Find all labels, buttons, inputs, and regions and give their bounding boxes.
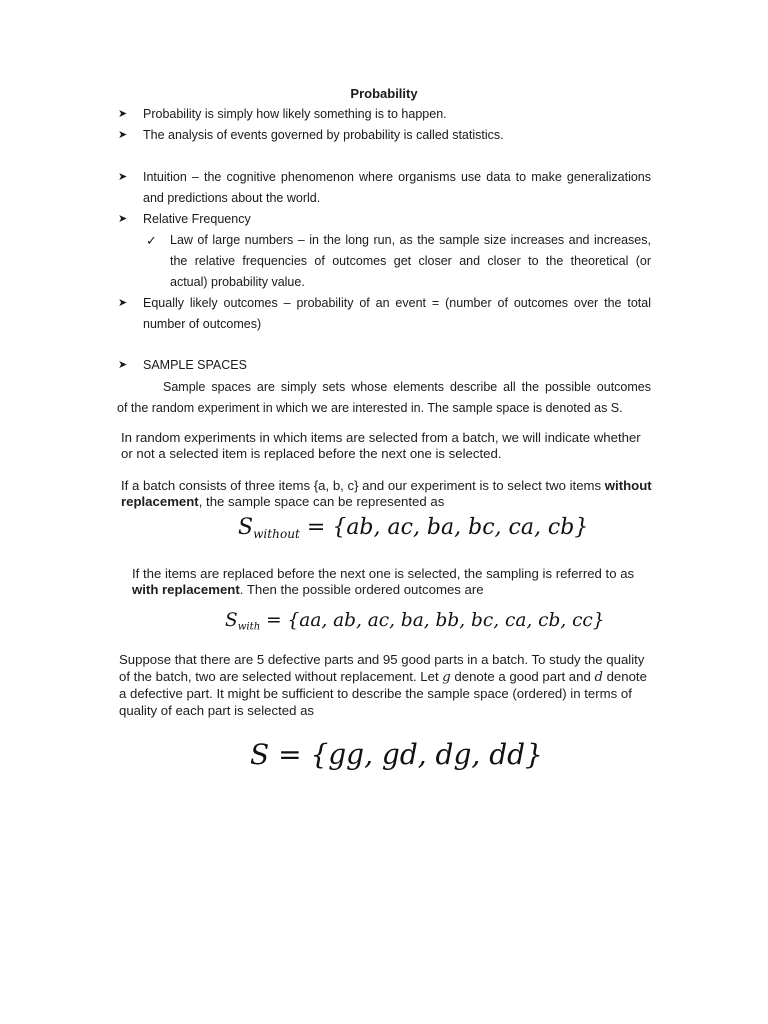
checkmark-icon: ✓ bbox=[146, 233, 157, 248]
equation-subscript: with bbox=[237, 621, 261, 633]
arrow-bullet-icon: ➤ bbox=[118, 129, 128, 141]
equation-symbol: S bbox=[225, 610, 238, 631]
image-text bbox=[121, 494, 444, 511]
image-text-span: . Then the possible ordered outcomes are bbox=[239, 582, 484, 597]
check-text: Law of large numbers – in the long run, as the sample size increases and increases, bbox=[170, 233, 651, 247]
equation-set: = {aa, ab, ac, ba, bb, bc, ca, cb, cc} bbox=[266, 610, 605, 631]
equation-set: = {ab, ac, ba, bc, ca, cb} bbox=[306, 515, 589, 540]
equation-s-with bbox=[225, 610, 605, 633]
arrow-bullet-icon: ➤ bbox=[118, 213, 128, 225]
bullet-text: Equally likely outcomes – probability of an event = (number of outcomes over the total bbox=[143, 296, 651, 310]
bullet-text: Relative Frequency bbox=[143, 212, 251, 226]
page-title: Probability bbox=[350, 86, 418, 101]
arrow-bullet-icon: ➤ bbox=[118, 108, 128, 120]
bullet-text: number of outcomes) bbox=[143, 317, 262, 331]
arrow-bullet-icon: ➤ bbox=[118, 359, 128, 371]
image-text bbox=[132, 582, 484, 599]
math-variable: d bbox=[594, 670, 603, 685]
image-text: Suppose that there are 5 defective parts and 95 good parts in a batch. To study the quality bbox=[119, 652, 645, 667]
paragraph-text: of the random experiment in which we are interested in. The sample space is denoted as S. bbox=[117, 401, 623, 415]
check-text: the relative frequencies of outcomes get closer and closer to the theoretical (or bbox=[170, 254, 651, 268]
bullet-text: and predictions about the world. bbox=[143, 191, 321, 205]
image-text-bold: without bbox=[604, 478, 652, 493]
image-text: If the items are replaced before the next one is selected, the sampling is referred to as bbox=[132, 566, 635, 581]
image-text-bold: with replacement bbox=[132, 582, 240, 597]
bullet-text: Intuition – the cognitive phenomenon where organisms use data to make generalizations bbox=[143, 170, 651, 184]
equation-s-without bbox=[238, 515, 588, 541]
equation-subscript: without bbox=[253, 527, 300, 542]
image-text: a defective part. It might be sufficient to describe the sample space (ordered) in terms of bbox=[119, 686, 632, 701]
equation-s-quality: S = {gg, gd, dg, dd} bbox=[250, 738, 543, 771]
bullet-text: Probability is simply how likely something is to happen. bbox=[143, 107, 447, 121]
image-text: In random experiments in which items are selected from a batch, we will indicate whether bbox=[121, 430, 641, 445]
image-text-span: , the sample space can be represented as bbox=[198, 494, 445, 509]
math-variable: g bbox=[442, 670, 451, 685]
bullet-text: SAMPLE SPACES bbox=[143, 358, 247, 372]
image-text-bold: replacement bbox=[121, 494, 199, 509]
image-text-span: denote a good part and bbox=[450, 669, 595, 684]
image-text-span: If a batch consists of three items {a, b, c} and our experiment is to select two items bbox=[121, 478, 605, 493]
arrow-bullet-icon: ➤ bbox=[118, 171, 128, 183]
image-text bbox=[119, 669, 647, 687]
image-text: quality of each part is selected as bbox=[119, 703, 314, 718]
image-text-span: denote bbox=[602, 669, 647, 684]
check-text: actual) probability value. bbox=[170, 275, 305, 289]
paragraph-text: Sample spaces are simply sets whose elements describe all the possible outcomes bbox=[163, 380, 651, 394]
arrow-bullet-icon: ➤ bbox=[118, 297, 128, 309]
image-text-span: of the batch, two are selected without replacement. Let bbox=[119, 669, 443, 684]
image-text bbox=[121, 478, 652, 495]
bullet-text: The analysis of events governed by probability is called statistics. bbox=[143, 128, 504, 142]
image-text: or not a selected item is replaced before the next one is selected. bbox=[121, 446, 502, 461]
equation-symbol: S bbox=[238, 515, 254, 540]
